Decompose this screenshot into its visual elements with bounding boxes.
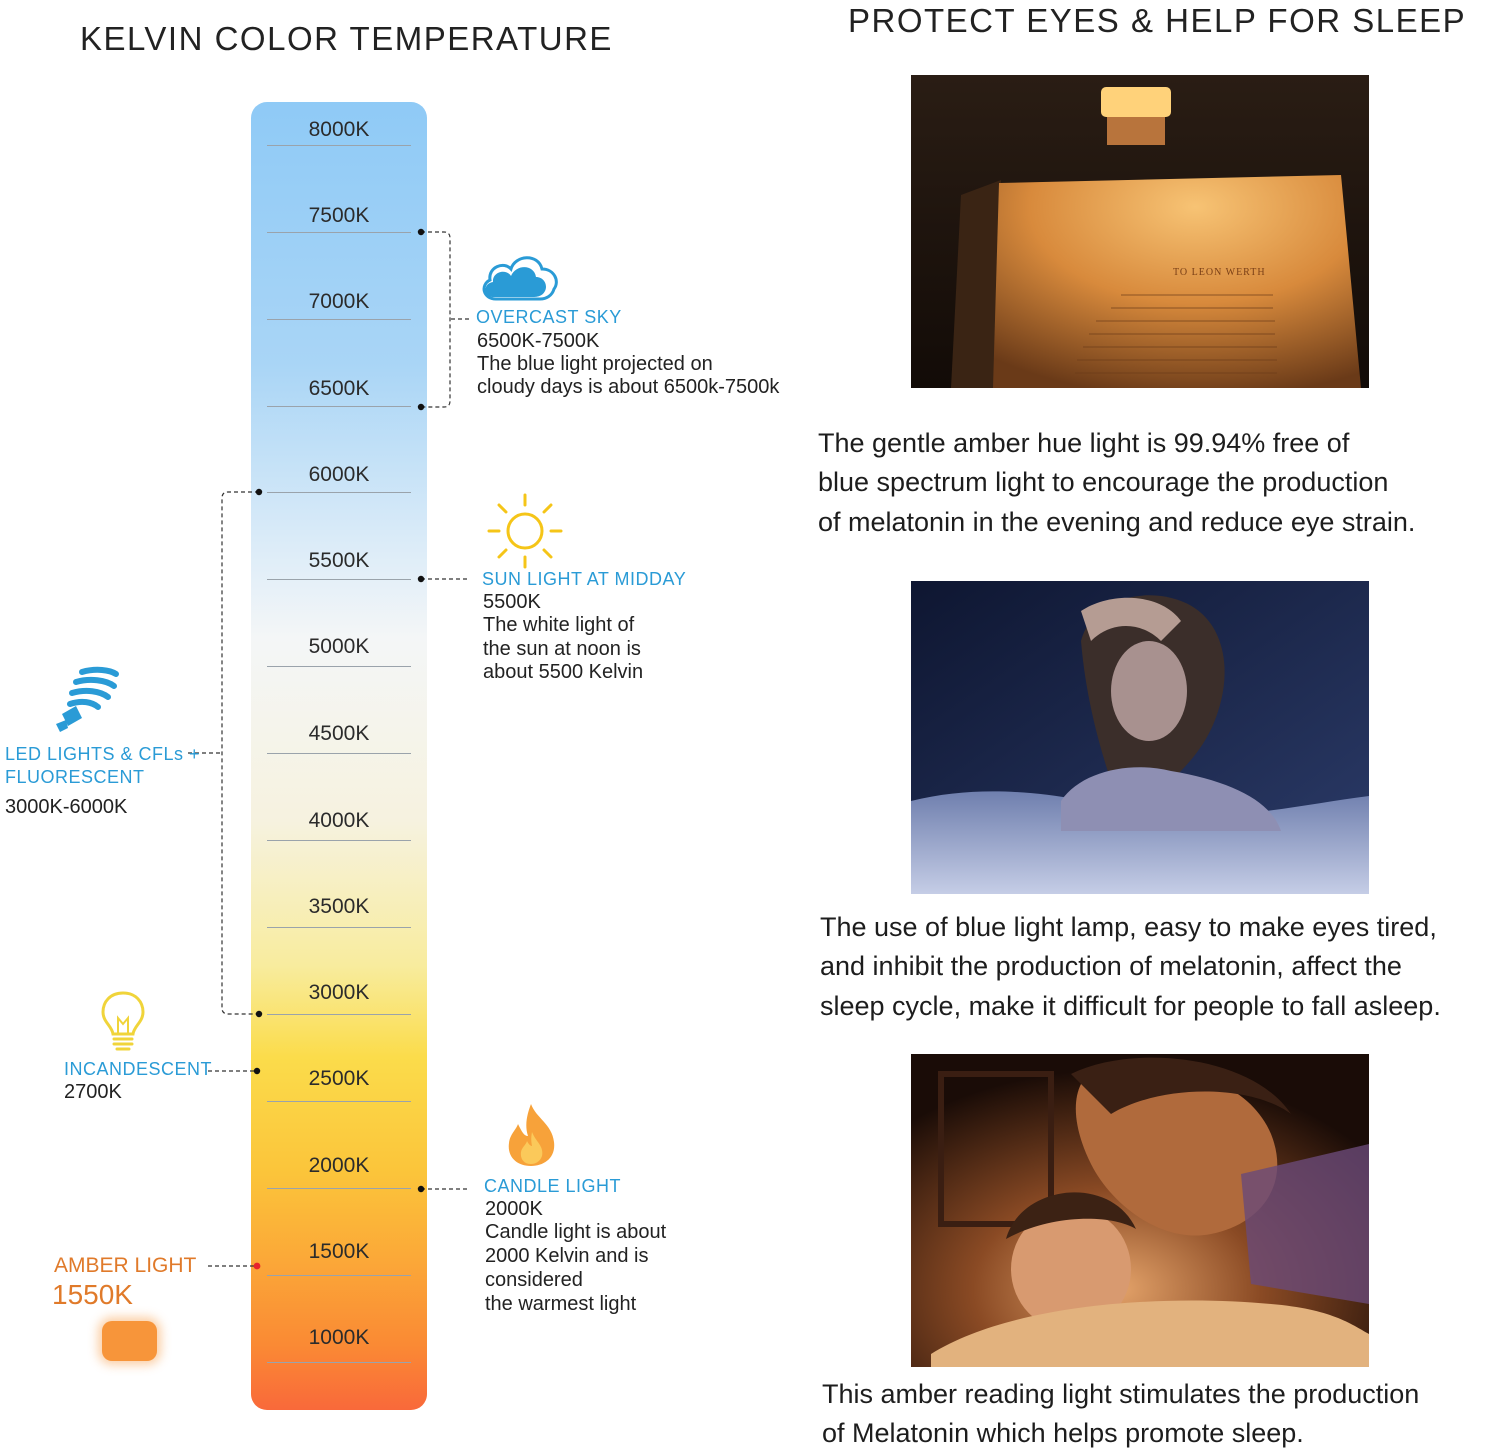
sunlight-desc-line: about 5500 Kelvin — [483, 661, 644, 683]
book-heading: TO LEON WERTH — [1173, 267, 1266, 278]
father-child-photo — [911, 1054, 1369, 1367]
scale-label-3000: 3000K — [308, 981, 370, 1004]
reading-lamp-on-book-photo-icon — [911, 75, 1369, 388]
panel1-text-line: The gentle amber hue light is 99.94% free of — [818, 428, 1350, 458]
panel3-text-line: This amber reading light stimulates the production — [822, 1379, 1420, 1409]
lightbulb-icon — [100, 990, 146, 1054]
amber-title: AMBER LIGHT — [54, 1254, 197, 1277]
panel2-text-line: sleep cycle, make it difficult for people to fall asleep. — [820, 991, 1441, 1021]
marker-dot — [254, 1068, 260, 1074]
panel2-text-line: and inhibit the production of melatonin, affect the — [820, 951, 1402, 981]
scale-label-1500: 1500K — [308, 1240, 370, 1263]
father-and-child-reading-photo-icon — [911, 1054, 1369, 1367]
led-title-line: FLUORESCENT — [5, 767, 145, 787]
led-bracket — [222, 492, 259, 1014]
incandescent-title: INCANDESCENT — [64, 1059, 213, 1079]
candle-desc-line: considered — [485, 1269, 583, 1291]
tired-woman-photo — [911, 581, 1369, 894]
scale-label-6500: 6500K — [308, 377, 370, 400]
marker-dot — [418, 404, 424, 410]
scale-label-5000: 5000K — [308, 635, 370, 658]
marker-dot — [418, 576, 424, 582]
sunlight-desc-line: the sun at noon is — [483, 638, 641, 660]
marker-dot — [418, 229, 424, 235]
led-title-line: LED LIGHTS & CFLs + — [5, 744, 201, 764]
panel1-text-line: of melatonin in the evening and reduce eye strain. — [818, 507, 1416, 537]
scale-label-2000: 2000K — [308, 1154, 370, 1177]
overcast-title: OVERCAST SKY — [476, 307, 622, 327]
kelvin-title: KELVIN COLOR TEMPERATURE — [80, 20, 613, 57]
sunlight-range: 5500K — [483, 591, 541, 613]
flame-icon — [502, 1102, 560, 1168]
marker-dot — [418, 1186, 424, 1192]
overcast-range: 6500K-7500K — [477, 330, 600, 352]
panel2-text-line: The use of blue light lamp, easy to make eyes tired, — [820, 912, 1437, 942]
sunlight-title: SUN LIGHT AT MIDDAY — [482, 569, 687, 589]
overcast-desc-line: cloudy days is about 6500k-7500k — [477, 376, 780, 398]
scale-label-8000: 8000K — [308, 118, 370, 141]
cloud-icon — [478, 247, 560, 303]
scale-label-6000: 6000K — [308, 463, 370, 486]
overcast-bracket — [421, 232, 450, 407]
scale-label-1000: 1000K — [308, 1326, 370, 1349]
panel3-text-line: of Melatonin which helps promote sleep. — [822, 1418, 1304, 1448]
scale-label-7500: 7500K — [308, 204, 370, 227]
scale-label-2500: 2500K — [308, 1067, 370, 1090]
marker-dot — [256, 1011, 262, 1017]
candle-desc-line: Candle light is about — [485, 1221, 667, 1243]
cfl-bulb-icon — [52, 666, 122, 734]
candle-desc-line: the warmest light — [485, 1293, 637, 1315]
scale-label-7000: 7000K — [308, 290, 370, 313]
scale-label-3500: 3500K — [308, 895, 370, 918]
candle-desc-line: 2000 Kelvin and is — [485, 1245, 649, 1267]
amber-color-swatch — [102, 1321, 157, 1361]
scale-label-4000: 4000K — [308, 809, 370, 832]
scale-label-4500: 4500K — [308, 722, 370, 745]
reading-lamp-photo — [911, 75, 1369, 388]
sunlight-desc-line: The white light of — [483, 614, 635, 636]
led-range: 3000K-6000K — [5, 796, 128, 818]
amber-marker-dot — [254, 1263, 261, 1270]
scale-label-5500: 5500K — [308, 549, 370, 572]
candle-range: 2000K — [485, 1198, 543, 1220]
marker-dot — [256, 489, 262, 495]
sun-icon — [486, 492, 564, 570]
amber-range: 1550K — [52, 1279, 133, 1310]
tired-woman-in-bed-photo-icon — [911, 581, 1369, 894]
incandescent-range: 2700K — [64, 1081, 122, 1103]
overcast-desc-line: The blue light projected on — [477, 353, 713, 375]
protect-eyes-title: PROTECT EYES & HELP FOR SLEEP — [848, 2, 1467, 39]
candle-title: CANDLE LIGHT — [484, 1176, 622, 1196]
panel1-text-line: blue spectrum light to encourage the production — [818, 467, 1389, 497]
